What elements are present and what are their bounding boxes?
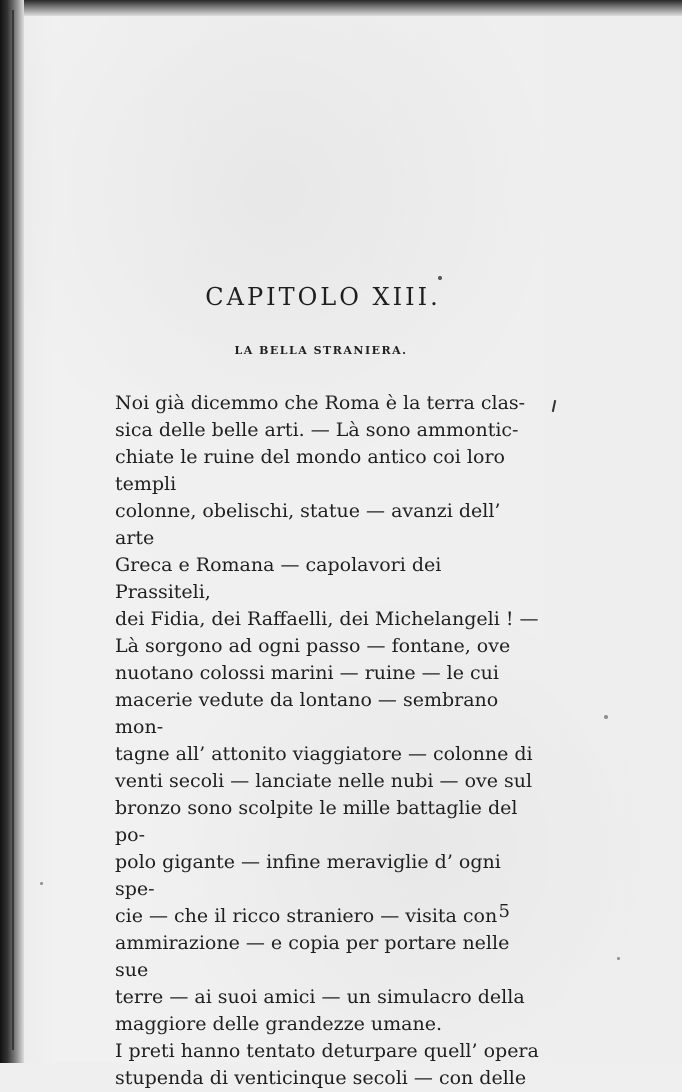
- chapter-subtitle: LA BELLA STRANIERA.: [234, 344, 408, 357]
- margin-mark: [552, 400, 556, 412]
- paper-speck: [604, 715, 608, 719]
- chapter-title: CAPITOLO XIII.: [205, 283, 441, 311]
- binding-shadow-top: [0, 0, 682, 16]
- paper-speck: [40, 882, 43, 885]
- page-fold-line: [12, 10, 14, 1050]
- page-number: 5: [498, 901, 510, 922]
- paper-speck: [617, 957, 620, 960]
- body-text: Noi già dicemmo che Roma è la terra clas- sica delle belle arti. — Là sono ammontic- chiate le ruine del mondo antico coi loro templi colonne, obelischi, statue — avanzi dell’ arte Greca e Romana — capolavori dei Prassiteli, dei Fidia, dei Raffaelli, dei Michelangeli ! — Là sorgono ad ogni passo — fontane, ove nuotano colossi marini — ruine — le cui macerie vedute da lontano — sembrano mon- tagne all’ attonito viaggiatore — colonne di venti secoli — lanciate nelle nubi — ove sul bronzo sono scolpite le mille battaglie del po- polo gigante — infine meraviglie d’ ogni spe- cie — che il ricco straniero — visita con ammirazione — e copia per portare nelle sue terre — ai suoi amici — un simulacro della maggiore delle grandezze umane. I preti hanno tentato deturpare quell’ opera stupenda di venticinque secoli — con delle: [115, 392, 539, 1089]
- ink-dot-mark: [438, 276, 442, 280]
